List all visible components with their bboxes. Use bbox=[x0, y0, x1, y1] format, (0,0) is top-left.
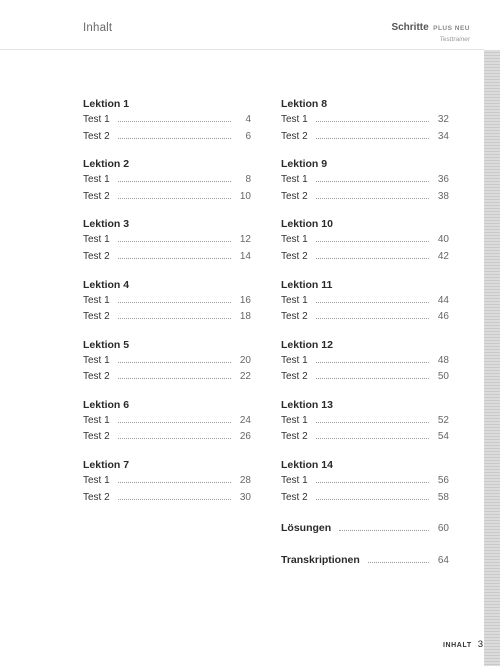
lektion-heading: Lektion 2 bbox=[83, 158, 130, 171]
dot-leader bbox=[339, 530, 429, 531]
brand-subtitle: Testtrainer bbox=[439, 36, 470, 43]
toc-entry-page: 56 bbox=[437, 475, 449, 487]
dot-leader bbox=[316, 318, 429, 319]
toc-entry[interactable] bbox=[83, 174, 251, 191]
footer-section-label: INHALT bbox=[442, 642, 472, 649]
toc-entry[interactable] bbox=[83, 191, 251, 208]
lektion-heading: Lektion 10 bbox=[281, 218, 333, 231]
toc-entry-label: Test 1 bbox=[83, 174, 110, 186]
toc-entry-page: 44 bbox=[437, 294, 449, 306]
toc-entry-label: Test 1 bbox=[281, 234, 308, 246]
toc-entry-page: 36 bbox=[437, 174, 449, 186]
toc-entry[interactable] bbox=[281, 431, 449, 448]
toc-entry[interactable] bbox=[281, 371, 449, 388]
toc-entry-page: 48 bbox=[437, 354, 449, 366]
dot-leader bbox=[368, 562, 429, 563]
dot-leader bbox=[118, 422, 231, 423]
toc-entry-label: Test 1 bbox=[281, 174, 308, 186]
toc-entry-page: 38 bbox=[437, 190, 449, 202]
dot-leader bbox=[316, 198, 429, 199]
page-header bbox=[0, 0, 484, 50]
toc-entry[interactable] bbox=[83, 492, 251, 509]
toc-entry-label: Test 2 bbox=[281, 250, 308, 262]
toc-entry[interactable] bbox=[83, 431, 251, 448]
brand-plus: PLUS NEU bbox=[433, 25, 470, 32]
toc-entry-label: Test 2 bbox=[281, 311, 308, 323]
lektion-heading: Lektion 3 bbox=[83, 218, 130, 231]
toc-entry-label: Test 2 bbox=[83, 491, 110, 503]
dot-leader bbox=[316, 438, 429, 439]
toc-entry-label: Lösungen bbox=[281, 522, 332, 535]
lektion-heading: Lektion 6 bbox=[83, 398, 130, 411]
toc-entry-label: Test 2 bbox=[83, 250, 110, 262]
toc-entry-page: 10 bbox=[239, 190, 251, 202]
page-title: Inhalt bbox=[83, 22, 113, 34]
toc-entry[interactable] bbox=[281, 522, 449, 539]
toc-entry-page: 26 bbox=[239, 431, 251, 443]
toc-entry-page: 12 bbox=[239, 234, 251, 246]
lektion-heading: Lektion 7 bbox=[83, 459, 130, 472]
toc-entry-label: Transkriptionen bbox=[281, 554, 360, 567]
toc-entry[interactable] bbox=[281, 191, 449, 208]
toc-entry-page: 22 bbox=[239, 371, 251, 383]
toc-entry-label: Test 2 bbox=[83, 371, 110, 383]
lektion-group bbox=[83, 217, 251, 277]
dot-leader bbox=[118, 198, 231, 199]
toc-entry-label: Test 1 bbox=[281, 414, 308, 426]
toc-extra-section bbox=[281, 522, 449, 550]
toc-entry-page: 52 bbox=[437, 414, 449, 426]
toc-entry-page: 8 bbox=[245, 174, 251, 186]
toc-column-right bbox=[281, 97, 449, 582]
toc-entry[interactable] bbox=[281, 234, 449, 251]
dot-leader bbox=[118, 482, 231, 483]
lektion-group bbox=[281, 97, 449, 157]
lektion-group bbox=[281, 217, 449, 277]
lektion-group bbox=[83, 157, 251, 217]
lektion-group bbox=[83, 278, 251, 338]
toc-entry-page: 30 bbox=[239, 491, 251, 503]
lektion-heading: Lektion 11 bbox=[281, 278, 333, 291]
page-footer bbox=[443, 639, 483, 650]
toc-entry[interactable] bbox=[83, 311, 251, 328]
toc-entry-page: 42 bbox=[437, 250, 449, 262]
toc-entry-page: 14 bbox=[239, 250, 251, 262]
lektion-heading: Lektion 12 bbox=[281, 338, 333, 351]
toc-entry[interactable] bbox=[281, 251, 449, 268]
toc-entry-page: 46 bbox=[437, 311, 449, 323]
toc-entry-page: 50 bbox=[437, 371, 449, 383]
lektion-group bbox=[281, 278, 449, 338]
lektion-group bbox=[83, 398, 251, 458]
toc-entry[interactable] bbox=[83, 475, 251, 492]
toc-entry[interactable] bbox=[281, 114, 449, 131]
toc-entry-label: Test 1 bbox=[83, 234, 110, 246]
toc-entry-label: Test 2 bbox=[281, 130, 308, 142]
toc-entry-label: Test 1 bbox=[83, 294, 110, 306]
toc-column-left bbox=[83, 97, 251, 518]
toc-entry[interactable] bbox=[83, 295, 251, 312]
dot-leader bbox=[118, 438, 231, 439]
toc-entry-page: 18 bbox=[239, 311, 251, 323]
toc-entry-label: Test 2 bbox=[281, 431, 308, 443]
toc-entry-page: 64 bbox=[437, 555, 449, 567]
toc-entry-label: Test 2 bbox=[83, 431, 110, 443]
toc-entry[interactable] bbox=[281, 492, 449, 509]
dot-leader bbox=[316, 241, 429, 242]
toc-entry[interactable] bbox=[281, 355, 449, 372]
dot-leader bbox=[316, 138, 429, 139]
toc-entry[interactable] bbox=[83, 415, 251, 432]
toc-entry[interactable] bbox=[83, 114, 251, 131]
toc-entry-label: Test 1 bbox=[83, 475, 110, 487]
lektion-heading: Lektion 14 bbox=[281, 459, 333, 472]
toc-entry-page: 28 bbox=[239, 475, 251, 487]
dot-leader bbox=[316, 121, 429, 122]
lektion-heading: Lektion 4 bbox=[83, 278, 130, 291]
dot-leader bbox=[118, 318, 231, 319]
toc-entry[interactable] bbox=[281, 295, 449, 312]
toc-entry-page: 20 bbox=[239, 354, 251, 366]
lektion-group bbox=[281, 458, 449, 518]
lektion-heading: Lektion 13 bbox=[281, 398, 333, 411]
brand-name: Schritte bbox=[391, 22, 429, 33]
toc-entry[interactable] bbox=[281, 174, 449, 191]
toc-entry-label: Test 1 bbox=[83, 414, 110, 426]
toc-entry[interactable] bbox=[281, 311, 449, 328]
toc-entry[interactable] bbox=[281, 475, 449, 492]
dot-leader bbox=[316, 181, 429, 182]
dot-leader bbox=[118, 378, 231, 379]
lektion-group bbox=[83, 458, 251, 518]
toc-entry-page: 16 bbox=[239, 294, 251, 306]
brand-logo bbox=[391, 17, 470, 43]
dot-leader bbox=[118, 181, 231, 182]
toc-entry-label: Test 1 bbox=[281, 294, 308, 306]
toc-entry-page: 40 bbox=[437, 234, 449, 246]
toc-entry-page: 6 bbox=[245, 130, 251, 142]
dot-leader bbox=[118, 241, 231, 242]
toc-entry-label: Test 1 bbox=[281, 354, 308, 366]
toc-entry-label: Test 1 bbox=[281, 114, 308, 125]
toc-entry[interactable] bbox=[83, 371, 251, 388]
lektion-group bbox=[281, 398, 449, 458]
dot-leader bbox=[118, 499, 231, 500]
toc-entry-page: 54 bbox=[437, 431, 449, 443]
toc-entry-page: 34 bbox=[437, 130, 449, 142]
toc-entry[interactable] bbox=[83, 355, 251, 372]
dot-leader bbox=[316, 362, 429, 363]
dot-leader bbox=[118, 258, 231, 259]
toc-entry-page: 60 bbox=[437, 523, 449, 535]
dot-leader bbox=[118, 121, 231, 122]
lektion-heading: Lektion 1 bbox=[83, 98, 130, 110]
lektion-group bbox=[281, 338, 449, 398]
toc-entry-page: 4 bbox=[245, 114, 251, 125]
toc-entry-label: Test 2 bbox=[83, 311, 110, 323]
lektion-heading: Lektion 5 bbox=[83, 338, 130, 351]
toc-entry-label: Test 2 bbox=[281, 371, 308, 383]
toc-entry-label: Test 2 bbox=[83, 130, 110, 142]
dot-leader bbox=[316, 302, 429, 303]
page-number: 3 bbox=[477, 639, 483, 650]
dot-leader bbox=[118, 138, 231, 139]
dot-leader bbox=[316, 378, 429, 379]
toc-entry-label: Test 1 bbox=[281, 475, 308, 487]
dot-leader bbox=[316, 499, 429, 500]
toc-extra-section bbox=[281, 554, 449, 582]
dot-leader bbox=[118, 362, 231, 363]
toc-entry-page: 24 bbox=[239, 414, 251, 426]
toc-entry-label: Test 1 bbox=[83, 114, 110, 125]
toc-entry-label: Test 1 bbox=[83, 354, 110, 366]
dot-leader bbox=[316, 482, 429, 483]
toc-entry-page: 58 bbox=[437, 491, 449, 503]
toc-entry-label: Test 2 bbox=[281, 491, 308, 503]
lektion-heading: Lektion 8 bbox=[281, 98, 328, 110]
page-edge-stripes bbox=[484, 50, 500, 666]
lektion-group bbox=[83, 97, 251, 157]
toc-entry[interactable] bbox=[281, 415, 449, 432]
toc-entry[interactable] bbox=[83, 131, 251, 148]
toc-entry-page: 32 bbox=[437, 114, 449, 125]
toc-entry[interactable] bbox=[281, 131, 449, 148]
toc-entry-label: Test 2 bbox=[281, 190, 308, 202]
dot-leader bbox=[118, 302, 231, 303]
lektion-group bbox=[83, 338, 251, 398]
dot-leader bbox=[316, 258, 429, 259]
toc-entry[interactable] bbox=[83, 251, 251, 268]
lektion-heading: Lektion 9 bbox=[281, 158, 328, 171]
toc-entry[interactable] bbox=[83, 234, 251, 251]
dot-leader bbox=[316, 422, 429, 423]
lektion-group bbox=[281, 157, 449, 217]
toc-entry-label: Test 2 bbox=[83, 190, 110, 202]
toc-entry[interactable] bbox=[281, 554, 449, 571]
